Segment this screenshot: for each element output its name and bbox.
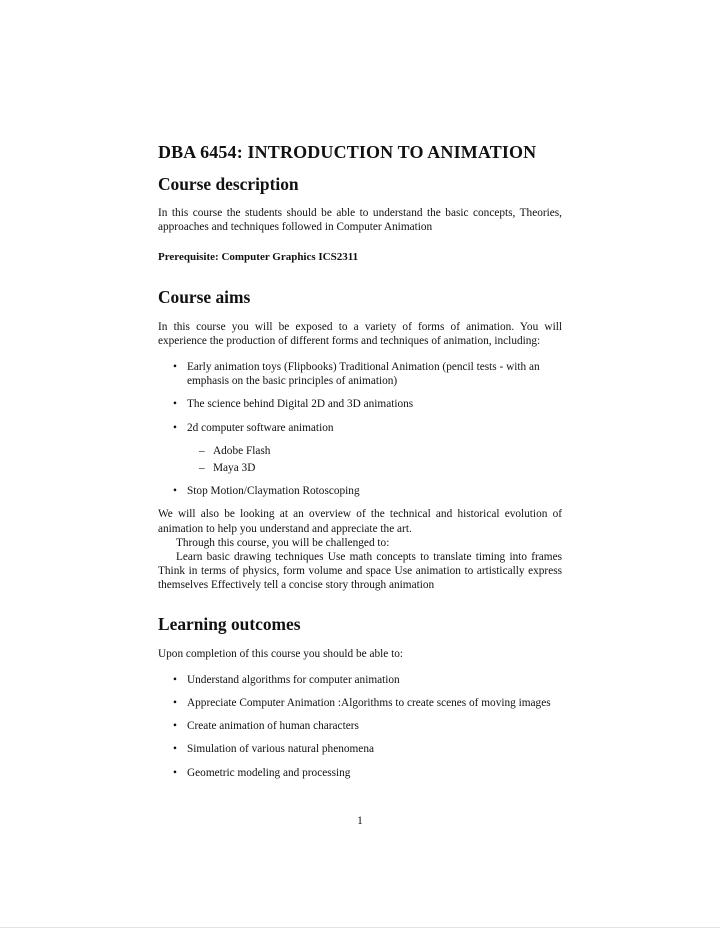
list-item: • Appreciate Computer Animation :Algorithms to create scenes of moving images <box>158 696 562 710</box>
list-item: • Simulation of various natural phenomena <box>158 742 562 756</box>
course-aims-heading: Course aims <box>158 286 251 307</box>
course-aims-list <box>158 360 562 498</box>
list-item: • Create animation of human characters <box>158 719 562 733</box>
sublist-item: – Maya 3D <box>187 461 562 475</box>
course-aims-intro: In this course you will be exposed to a variety of forms of animation. You will experience the production of different forms and techniques of animation, including: <box>158 320 562 347</box>
learning-outcomes-list <box>158 673 562 780</box>
page-content <box>158 141 562 789</box>
challenge-paragraph: Through this course, you will be challenged to: <box>176 536 390 549</box>
page-bottom-divider <box>0 927 720 928</box>
list-item <box>158 421 562 476</box>
page-number: 1 <box>357 815 363 827</box>
course-description-heading: Course description <box>158 174 299 194</box>
document-title: DBA 6454: INTRODUCTION TO ANIMATION <box>158 142 537 162</box>
list-item-text: 2d computer software animation <box>187 421 334 434</box>
course-description-text: In this course the students should be able to understand the basic concepts, Theories, approaches and techniques followed in Computer Animation <box>158 207 562 234</box>
list-item-text: The science behind Digital 2D and 3D animations <box>187 398 414 411</box>
list-item: • Understand algorithms for computer animation <box>158 673 562 687</box>
challenge-details-paragraph: Learn basic drawing techniques Use math concepts to translate timing into frames Think in terms of physics, form volume and space Use animation to artistically express themselves Effectively tell a concise story through animation <box>158 551 562 592</box>
sublist-item: – Adobe Flash <box>187 444 562 458</box>
list-item <box>158 484 562 498</box>
list-item: • Geometric modeling and processing <box>158 766 562 780</box>
list-item-text: Stop Motion/Claymation Rotoscoping <box>187 485 360 498</box>
prerequisite: Prerequisite: Computer Graphics ICS2311 <box>158 251 359 264</box>
learning-outcomes-intro: Upon completion of this course you should be able to: <box>158 647 404 660</box>
list-item <box>158 360 562 388</box>
overview-paragraph: We will also be looking at an overview of the technical and historical evolution of animation to help you understand and appreciate the art. <box>158 508 562 535</box>
learning-outcomes-heading: Learning outcomes <box>158 613 301 634</box>
list-item <box>158 397 562 411</box>
software-sublist <box>187 444 562 475</box>
list-item-text: Early animation toys (Flipbooks) Traditional Animation (pencil tests - with an emphasis on the basic principles of animation) <box>187 361 540 388</box>
